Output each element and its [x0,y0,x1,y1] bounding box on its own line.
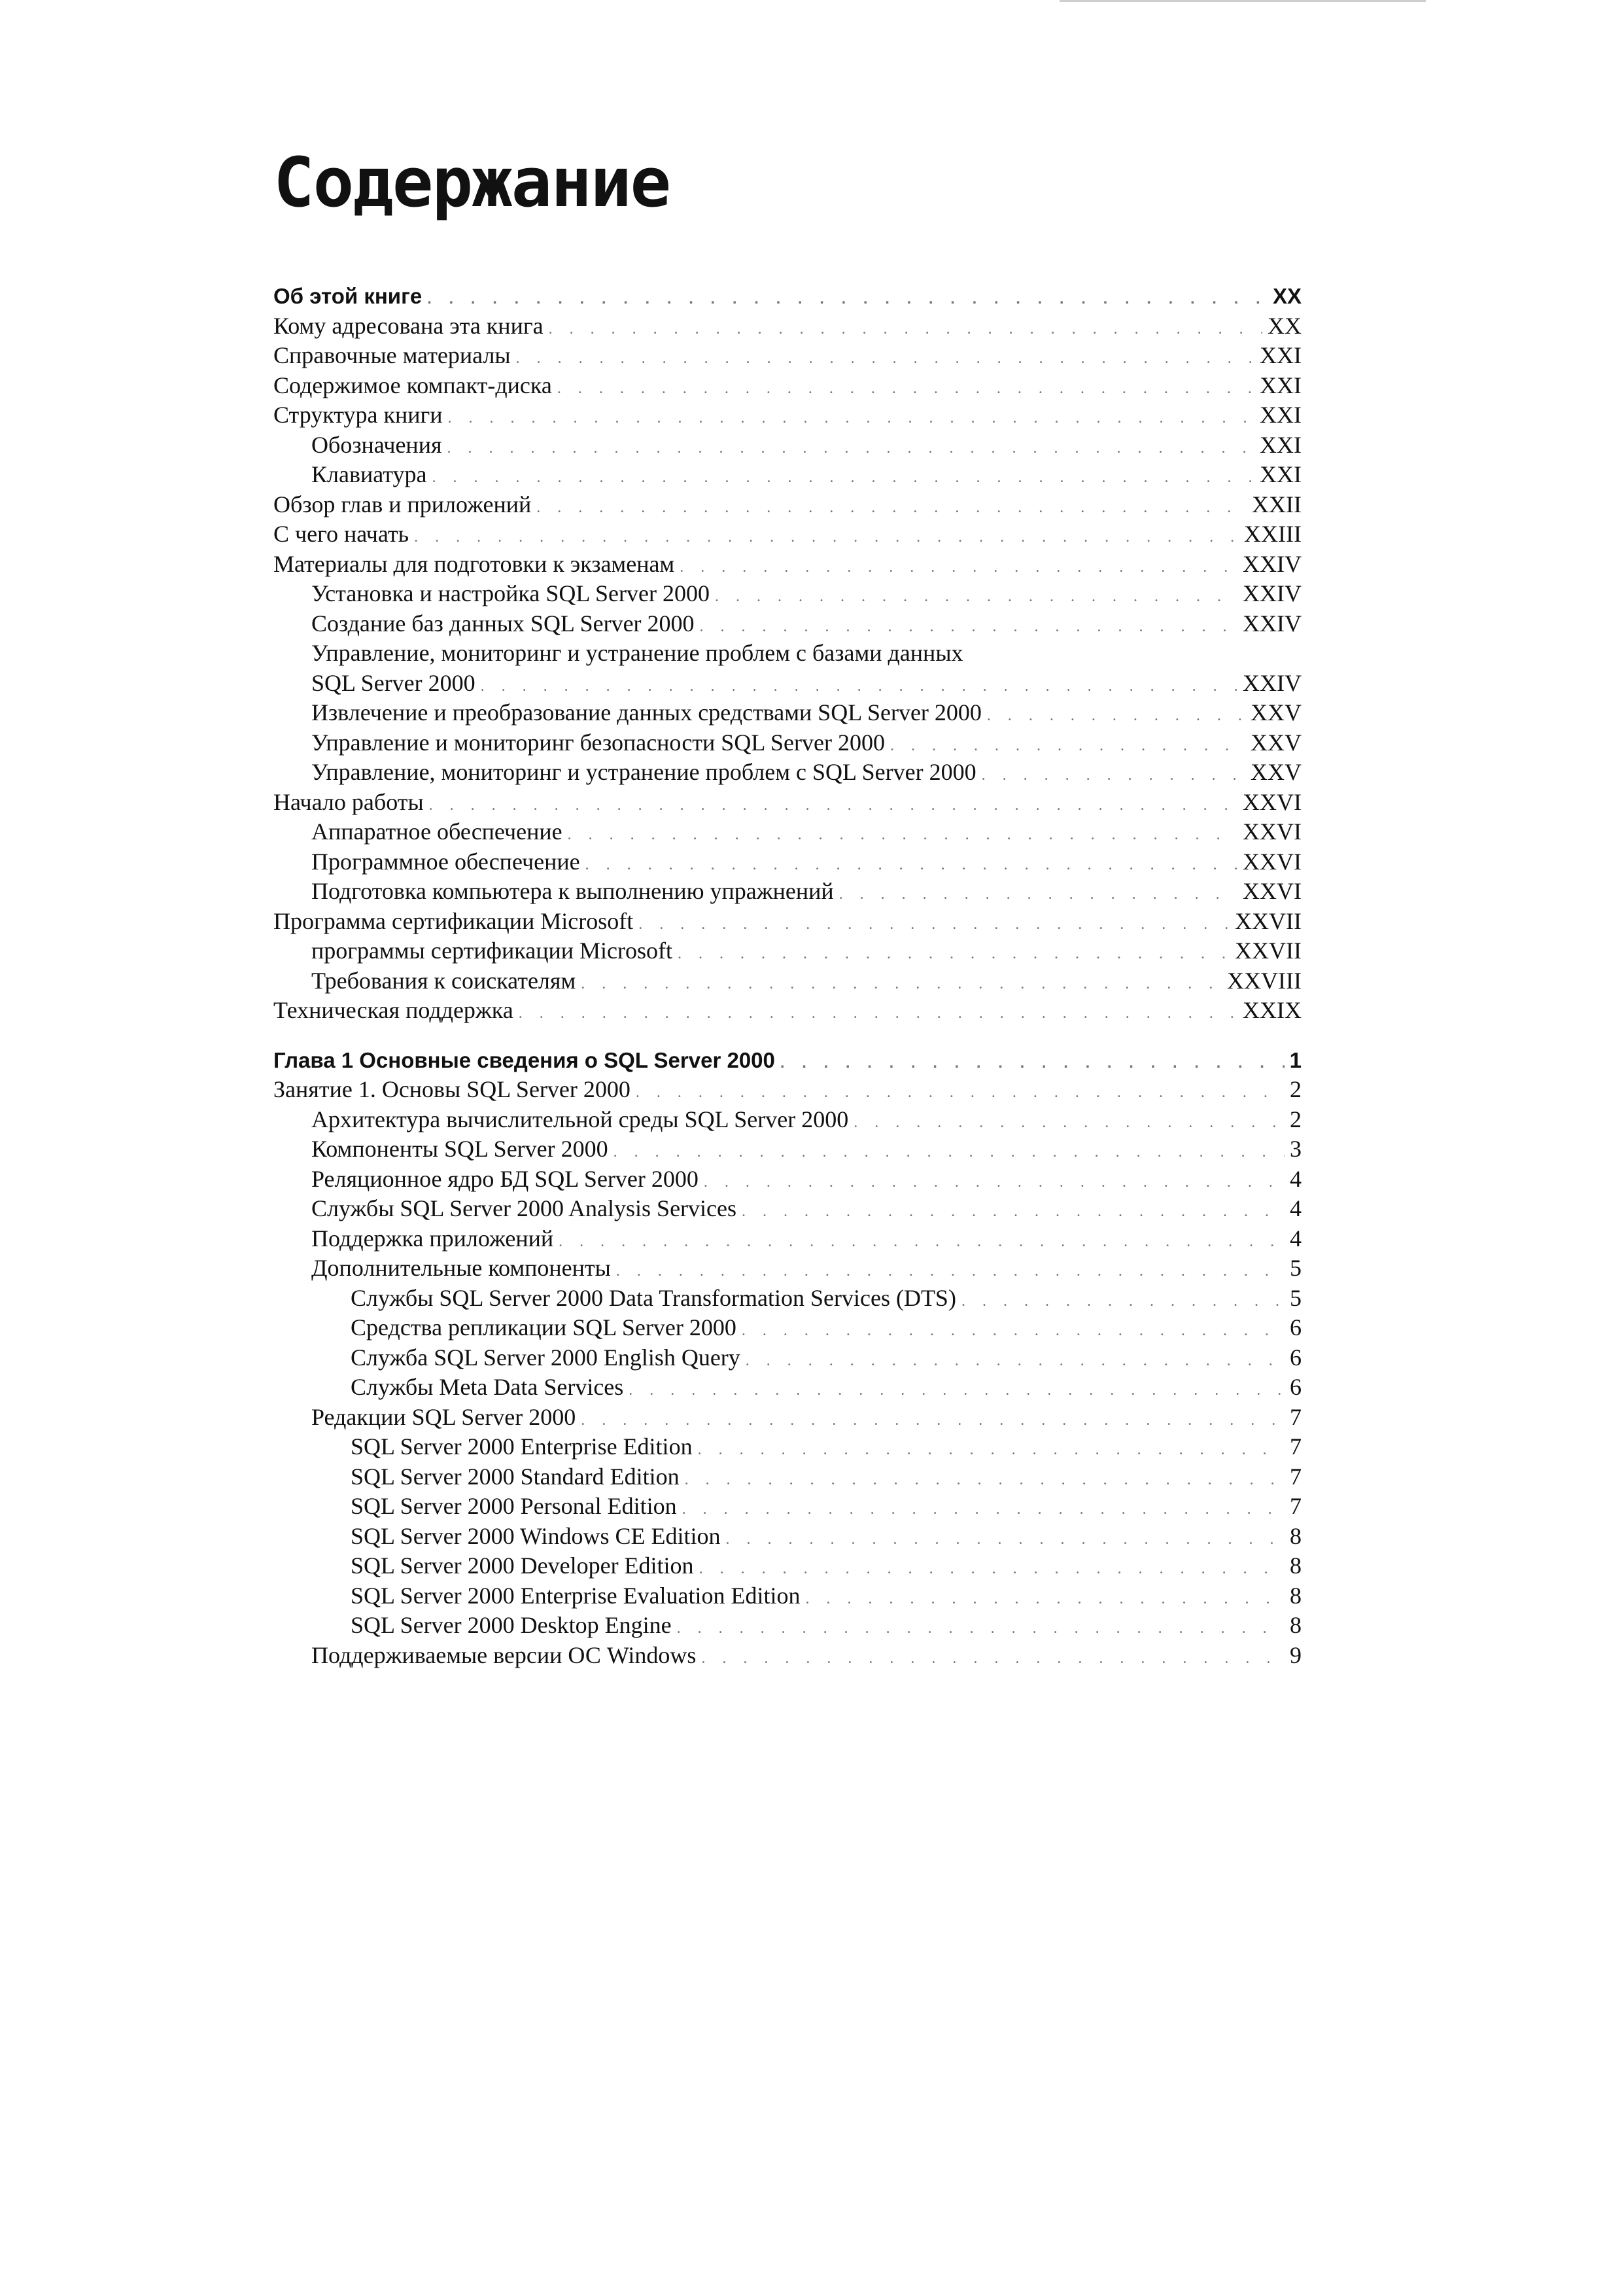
toc-entry-label: Установка и настройка SQL Server 2000 [311,580,710,606]
toc-entry-label: Службы SQL Server 2000 Analysis Services [311,1195,737,1221]
toc-leader-dots [536,493,1247,523]
toc-entry-page: XXIV [1243,610,1302,637]
toc-entry-page: XXI [1260,342,1302,368]
toc-entry-page: XXI [1260,461,1302,487]
toc-leader-dots [448,404,1254,434]
toc-entry-page: XXI [1260,402,1302,428]
toc-leader-dots [636,1078,1285,1108]
toc-entry-label: Редакции SQL Server 2000 [311,1403,576,1430]
toc-entry-label: Программа сертификации Microsoft [273,907,634,934]
toc-entry-page: XXI [1260,431,1302,458]
toc-entry-label: Управление, мониторинг и устранение проблем с базами данных [311,640,963,666]
toc-entry-label: Начало работы [273,788,424,815]
toc-leader-dots [685,1465,1285,1496]
toc-entry[interactable] [273,550,1302,580]
toc-entry-label: Об этой книге [273,284,423,308]
toc-entry[interactable] [273,1105,1302,1135]
toc-entry-label: Обозначения [311,431,442,458]
toc-entry[interactable] [273,341,1302,371]
toc-entry[interactable] [273,460,1302,490]
toc-leader-dots [613,1138,1285,1168]
toc-leader-dots [585,850,1237,881]
toc-entry-page: XXVIII [1227,967,1302,994]
toc-leader-dots [616,1257,1285,1287]
toc-entry-label: Кому адресована эта книга [273,312,544,339]
toc-entry[interactable] [273,1522,1302,1552]
toc-entry-page: 9 [1290,1641,1302,1668]
toc-leader-dots [447,434,1255,464]
toc-entry[interactable] [273,1075,1302,1105]
toc-entry[interactable] [273,281,1302,311]
page-title: Содержание [273,143,670,222]
toc-entry-page: 8 [1290,1612,1302,1638]
toc-entry-page: 4 [1290,1195,1302,1221]
toc-entry-label: Службы Meta Data Services [351,1374,624,1400]
table-of-contents [273,281,1302,1670]
toc-entry-label: SQL Server 2000 Standard Edition [351,1463,680,1490]
toc-entry-label: SQL Server 2000 [311,669,475,696]
toc-entry-page: 6 [1290,1314,1302,1340]
toc-entry-page: XXIV [1243,550,1302,577]
toc-entry-page: 8 [1290,1522,1302,1549]
toc-leader-dots [982,761,1245,791]
toc-entry-page: XXVII [1235,907,1302,934]
toc-entry-label: Структура книги [273,402,443,428]
toc-leader-dots [549,315,1262,345]
toc-entry[interactable] [273,1373,1302,1403]
toc-leader-dots [429,791,1237,821]
toc-entry[interactable] [273,758,1302,788]
toc-entry-label: Реляционное ядро БД SQL Server 2000 [311,1165,699,1192]
toc-leader-dots [806,1585,1285,1615]
toc-entry-label: Компоненты SQL Server 2000 [311,1136,608,1162]
toc-leader-dots [701,1644,1285,1674]
toc-entry-page: XXVII [1235,937,1302,964]
toc-entry-label: Дополнительные компоненты [311,1255,611,1281]
toc-entry-page: XXIV [1243,580,1302,606]
toc-leader-dots [854,1108,1285,1138]
toc-entry[interactable] [273,639,1302,669]
toc-entry-label: SQL Server 2000 Enterprise Evaluation Edition [351,1582,801,1609]
toc-entry[interactable] [273,430,1302,461]
toc-leader-dots [481,672,1237,702]
toc-leader-dots [700,612,1237,642]
toc-entry-label: Справочные материалы [273,342,511,368]
toc-entry[interactable] [273,1403,1302,1433]
toc-entry[interactable] [273,877,1302,907]
toc-leader-dots [680,553,1237,583]
toc-entry[interactable] [273,788,1302,818]
toc-entry-page: XXV [1251,699,1302,726]
toc-leader-dots [557,374,1254,404]
toc-entry-label: Служба SQL Server 2000 English Query [351,1344,740,1371]
toc-entry-label: SQL Server 2000 Desktop Engine [351,1612,672,1638]
toc-entry[interactable] [273,1462,1302,1492]
toc-entry-label: SQL Server 2000 Enterprise Edition [351,1433,693,1460]
toc-entry[interactable] [273,669,1302,699]
toc-entry[interactable] [273,490,1302,520]
toc-entry-page: XXV [1251,729,1302,756]
toc-entry[interactable] [273,698,1302,728]
toc-entry-label: программы сертификации Microsoft [311,937,672,964]
toc-entry-page: 5 [1290,1255,1302,1281]
toc-leader-dots [742,1316,1285,1346]
toc-entry-page: 7 [1290,1493,1302,1519]
toc-entry-page: 7 [1290,1403,1302,1430]
toc-entry[interactable] [273,1343,1302,1373]
toc-entry-page: 2 [1290,1076,1302,1102]
toc-leader-dots [581,970,1222,1000]
toc-entry[interactable] [273,1641,1302,1671]
toc-entry-label: SQL Server 2000 Personal Edition [351,1493,677,1519]
toc-entry-page: 6 [1290,1374,1302,1400]
toc-entry[interactable] [273,847,1302,877]
toc-leader-dots [516,344,1254,374]
toc-entry-page: 8 [1290,1582,1302,1609]
toc-entry[interactable] [273,1194,1302,1224]
toc-leader-dots [746,1346,1285,1376]
toc-entry-page: 7 [1290,1433,1302,1460]
toc-leader-dots [678,939,1230,970]
toc-entry-page: XXVI [1243,878,1302,904]
toc-leader-dots [427,284,1268,314]
toc-entry-label: Содержимое компакт-диска [273,372,552,398]
toc-entry-label: Материалы для подготовки к экзаменам [273,550,675,577]
toc-entry-page: XXVI [1243,818,1302,845]
toc-leader-dots [677,1614,1285,1644]
toc-leader-dots [704,1168,1285,1198]
toc-entry-page: XX [1272,284,1302,308]
toc-leader-dots [682,1495,1285,1525]
toc-entry-label: Средства репликации SQL Server 2000 [351,1314,736,1340]
toc-entry-page: XXI [1260,372,1302,398]
toc-entry[interactable] [273,371,1302,401]
toc-entry[interactable] [273,1492,1302,1522]
toc-entry[interactable] [273,907,1302,937]
toc-entry-label: Занятие 1. Основы SQL Server 2000 [273,1076,631,1102]
toc-entry[interactable] [273,1253,1302,1284]
toc-entry-page: XX [1268,312,1302,339]
toc-entry[interactable] [273,1134,1302,1165]
toc-entry-label: SQL Server 2000 Windows CE Edition [351,1522,721,1549]
toc-entry[interactable] [273,579,1302,609]
toc-leader-dots [780,1048,1285,1078]
toc-entry[interactable] [273,728,1302,758]
toc-entry[interactable] [273,609,1302,639]
toc-leader-dots [568,820,1237,850]
toc-entry-label: Клавиатура [311,461,427,487]
toc-entry-page: 2 [1290,1106,1302,1132]
toc-leader-dots [638,910,1230,940]
toc-entry-page: 8 [1290,1552,1302,1579]
toc-entry-label: Создание баз данных SQL Server 2000 [311,610,695,637]
toc-entry-label: Программное обеспечение [311,848,580,875]
toc-leader-dots [519,999,1237,1029]
toc-entry[interactable] [273,311,1302,342]
toc-entry-page: XXIV [1243,669,1302,696]
toc-entry-page: XXIX [1243,997,1302,1023]
toc-entry-label: Управление, мониторинг и устранение проблем с SQL Server 2000 [311,759,976,785]
toc-entry[interactable] [273,966,1302,996]
toc-entry[interactable] [273,400,1302,430]
toc-entry-page: XXII [1252,491,1302,517]
toc-entry-label: Поддержка приложений [311,1225,554,1252]
toc-entry-page: 4 [1290,1225,1302,1252]
toc-entry[interactable] [273,1432,1302,1462]
toc-entry-page: XXVI [1243,788,1302,815]
toc-leader-dots [559,1227,1285,1257]
toc-leader-dots [432,463,1255,493]
toc-leader-dots [726,1525,1285,1555]
top-edge-line [1060,0,1426,2]
toc-entry-page: 3 [1290,1136,1302,1162]
toc-entry[interactable] [273,936,1302,966]
toc-entry[interactable] [273,1224,1302,1254]
toc-entry-label: Извлечение и преобразование данных средствами SQL Server 2000 [311,699,982,726]
toc-entry-label: Аппаратное обеспечение [311,818,562,845]
toc-entry[interactable] [273,1165,1302,1195]
toc-entry-label: Требования к соискателям [311,967,576,994]
toc-entry[interactable] [273,996,1302,1026]
toc-entry[interactable] [273,817,1302,847]
toc-entry-page: 5 [1290,1284,1302,1311]
toc-entry-label: Глава 1 Основные сведения о SQL Server 2000 [273,1047,775,1072]
toc-entry[interactable] [273,1284,1302,1314]
toc-leader-dots [890,731,1245,762]
toc-leader-dots [699,1554,1285,1585]
toc-leader-dots [715,582,1237,612]
toc-entry-label: Архитектура вычислительной среды SQL Server 2000 [311,1106,849,1132]
toc-entry-page: XXIII [1244,521,1302,547]
toc-entry-page: 7 [1290,1463,1302,1490]
toc-entry-page: 4 [1290,1165,1302,1192]
toc-entry-label: Техническая поддержка [273,997,513,1023]
toc-entry[interactable] [273,519,1302,550]
toc-entry-label: С чего начать [273,521,409,547]
toc-leader-dots [961,1287,1285,1317]
toc-entry-label: Службы SQL Server 2000 Data Transformation Services (DTS) [351,1284,956,1311]
toc-entry[interactable] [273,1551,1302,1581]
toc-entry-page: 6 [1290,1344,1302,1371]
toc-entry[interactable] [273,1313,1302,1343]
toc-entry-label: Поддерживаемые версии ОС Windows [311,1641,697,1668]
toc-leader-dots [742,1197,1285,1227]
toc-leader-dots [581,1406,1285,1436]
toc-entry-page: 1 [1289,1047,1302,1072]
toc-entry-label: SQL Server 2000 Developer Edition [351,1552,694,1579]
toc-leader-dots [698,1435,1285,1465]
toc-leader-dots [414,523,1239,553]
toc-leader-dots [629,1376,1285,1406]
toc-entry-page: XXV [1251,759,1302,785]
toc-entry-label: Управление и мониторинг безопасности SQL Server 2000 [311,729,885,756]
toc-entry-label: Подготовка компьютера к выполнению упражнений [311,878,834,904]
toc-entry[interactable] [273,1611,1302,1641]
toc-entry-page: XXVI [1243,848,1302,875]
toc-leader-dots [839,880,1237,910]
toc-leader-dots [987,701,1245,731]
toc-entry[interactable] [273,1581,1302,1611]
toc-entry-label: Обзор глав и приложений [273,491,532,517]
toc-entry[interactable] [273,1045,1302,1076]
